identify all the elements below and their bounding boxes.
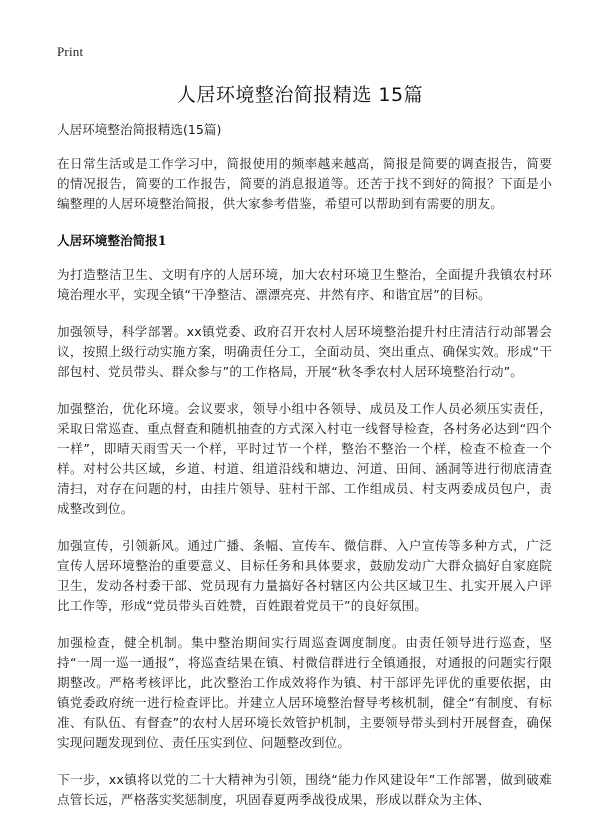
body-paragraph-6: 下一步，xx镇将以党的二十大精神为引领，围绕“能力作风建设年”工作部署，做到破难点管长远，严格落实奖惩制度，巩固春夏两季战役成果，形成以群众为主体、 <box>57 772 552 807</box>
document-title: 人居环境整治简报精选 15篇 <box>176 84 424 106</box>
body-paragraph-5: 加强检查，健全机制。集中整治期间实行周巡查调度制度。由责任领导进行巡查，坚持“一周一巡一通报”，将巡查结果在镇、村微信群进行全镇通报，对通报的问题实行限期整改。严格考核评比，此次整治工作成效将作为镇、村干部评先评优的重要依据，由镇党委政府统一进行检查评比。并建立人居环境整治督导考核机制，健全“有制度、有标准、有队伍、有督查”的农村人居环境长效管护机制，主要领导带头到村开展督查，确保实现问题发现到位、责任压实到位、问题整改到位。 <box>57 635 552 750</box>
intro-paragraph: 在日常生活或是工作学习中，简报使用的频率越来越高，简报是简要的调查报告，简要的情况报告，简要的工作报告，简要的消息报道等。还苦于找不到好的简报？下面是小编整理的人居环境整治简报，供大家参考借鉴，希望可以帮助到有需要的朋友。 <box>57 156 552 211</box>
body-paragraph-3: 加强整治，优化环境。会议要求，领导小组中各领导、成员及工作人员必须压实责任，采取日常巡查、重点督查和随机抽查的方式深入村屯一线督导检查，各村务必达到“四个一样”，即晴天雨雪天一个样，平时过节一个样，整治不整治一个样，检查不检查一个样。对村公共区域，乡道、村道、组道沿线和塘边、河道、田间、涵洞等进行彻底清查清扫，对存在问题的村，由挂片领导、驻村干部、工作组成员、村支两委成员包户，责成整改到位。 <box>57 401 552 516</box>
body-paragraph-4: 加强宣传，引领新风。通过广播、条幅、宣传车、微信群、入户宣传等多种方式，广泛宣传人居环境整治的重要意义、目标任务和具体要求，鼓励发动广大群众搞好自家庭院卫生，发动各村委干部、党员现有力量搞好各村辖区内公共区域卫生、扎实开展入户评比工作等，形成“党员带头百姓赞，百姓跟着党员干”的良好氛围。 <box>57 538 552 613</box>
document-body <box>57 120 552 827</box>
document-subtitle: 人居环境整治简报精选(15篇) <box>57 122 222 137</box>
body-paragraph-1: 为打造整洁卫生、文明有序的人居环境，加大农村环境卫生整治，全面提升我镇农村环境治理水平，实现全镇“干净整洁、漂漂亮亮、井然有序、和谐宜居”的目标。 <box>57 267 552 302</box>
section-heading: 人居环境整治简报1 <box>57 233 167 248</box>
body-paragraph-2: 加强领导，科学部署。xx镇党委、政府召开农村人居环境整治提升村庄清洁行动部署会议，按照上级行动实施方案，明确责任分工，全面动员、突出重点、确保实效。形成“干部包村、党员带头、群众参与”的工作格局，开展“秋冬季农村人居环境整治行动”。 <box>57 324 552 379</box>
print-label: Print <box>57 44 84 59</box>
